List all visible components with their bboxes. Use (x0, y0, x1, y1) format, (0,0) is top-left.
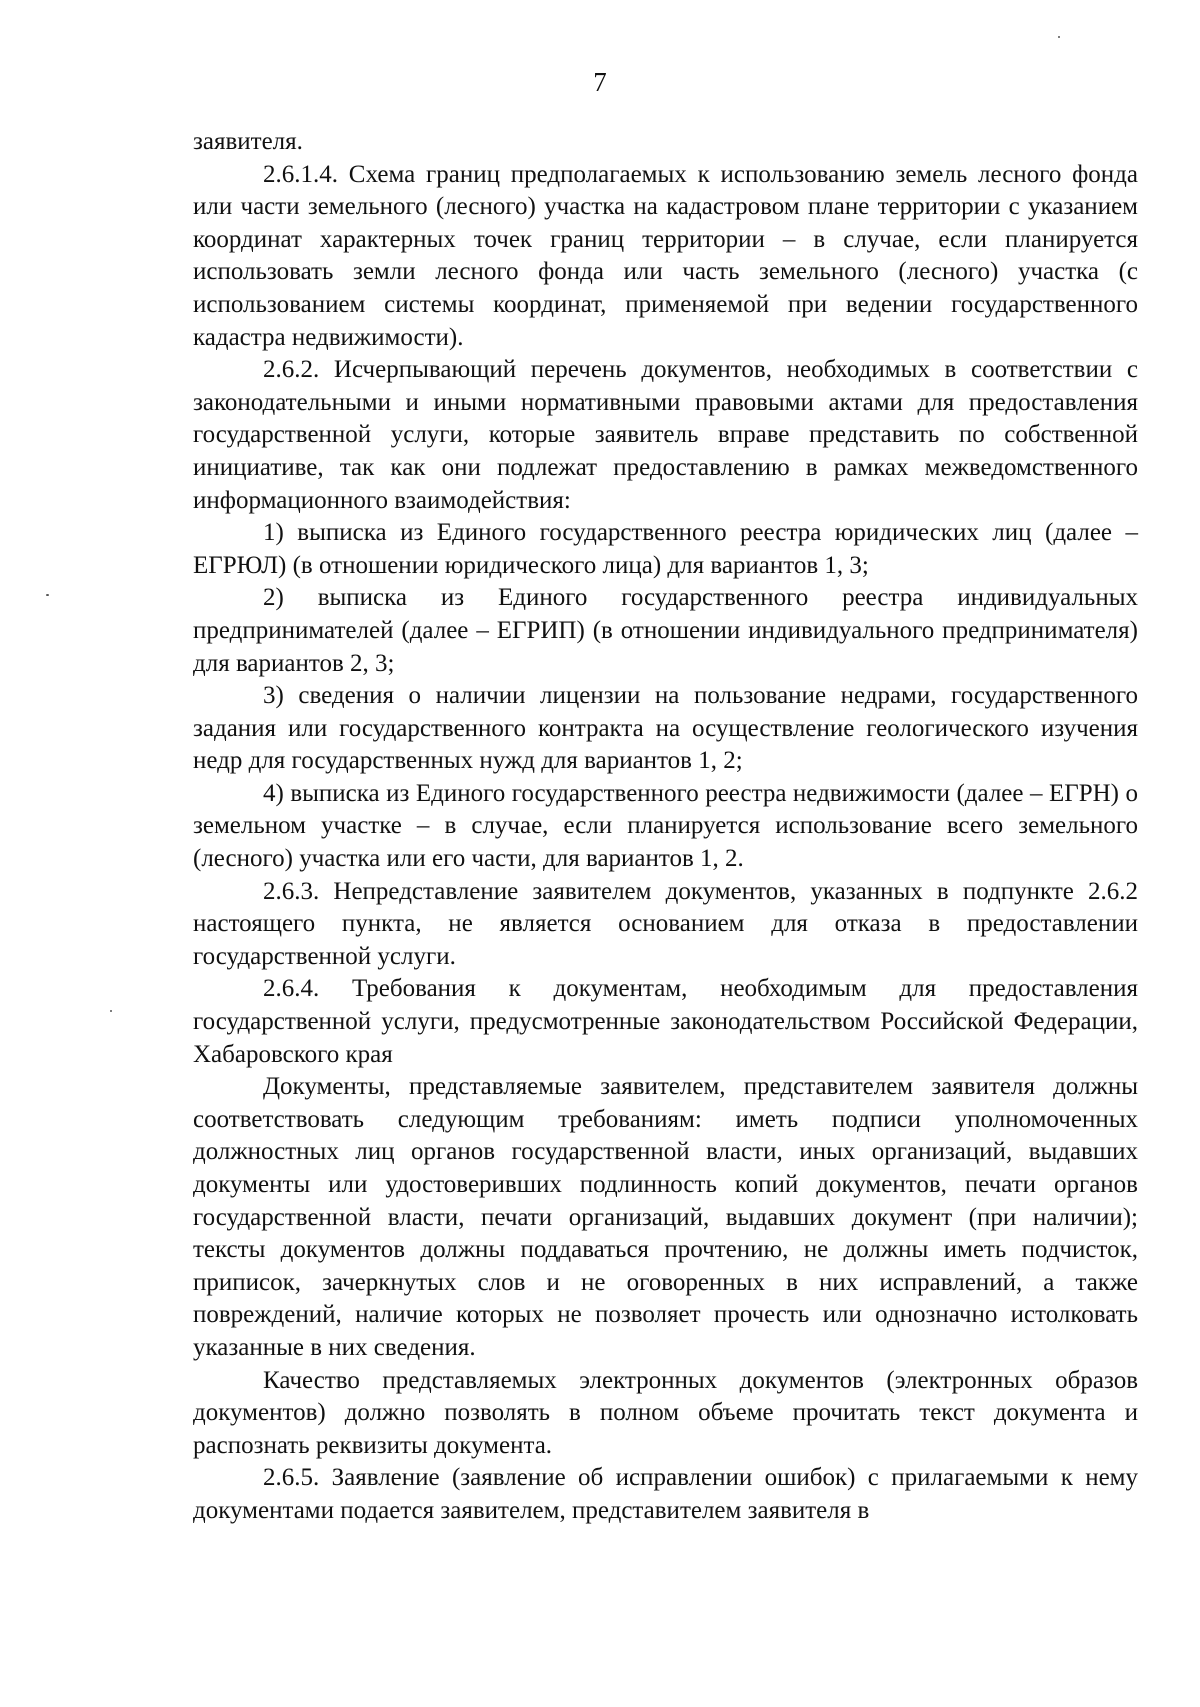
document-body (193, 126, 1138, 1528)
paragraph-continuation: заявителя. (193, 128, 303, 155)
paragraph-2-6-3: 2.6.3. Непредставление заявителем документов, указанных в подпункте 2.6.2 настоящего пункта, не является основанием для отказа в предоставлении государственной услуги. (193, 877, 1138, 970)
list-item-3: 3) сведения о наличии лицензии на пользование недрами, государственного задания или государственного контракта на осуществление геологического изучения недр для государственных нужд для вариантов 1, 2; (193, 682, 1138, 775)
paragraph-2-6-4: 2.6.4. Требования к документам, необходимым для предоставления государственной услуги, предусмотренные законодательством Российской Федерации, Хабаровского края (193, 975, 1138, 1068)
list-item-2: 2) выписка из Единого государственного реестра индивидуальных предпринимателей (далее – ЕГРИП) (в отношении индивидуального предпринимателя) для вариантов 2, 3; (193, 584, 1138, 677)
scan-speck (110, 1010, 112, 1012)
paragraph-2-6-5: 2.6.5. Заявление (заявление об исправлении ошибок) с прилагаемыми к нему документами подается заявителем, представителем заявителя в (193, 1464, 1138, 1524)
paragraph-electronic-quality: Качество представляемых электронных документов (электронных образов документов) должно позволять в полном объеме прочитать текст документа и распознать реквизиты документа. (193, 1366, 1138, 1459)
list-item-4: 4) выписка из Единого государственного реестра недвижимости (далее – ЕГРН) о земельном участке – в случае, если планируется использование всего земельного (лесного) участка или его части, для вариантов 1, 2. (193, 779, 1138, 873)
paragraph-2-6-1-4: 2.6.1.4. Схема границ предполагаемых к использованию земель лесного фонда или части земельного (лесного) участка на кадастровом плане территории с указанием координат характерных точек границ территории – в случае, если планируется использовать земли лесного фонда или часть земельного (лесного) участка (с использованием системы координат, применяемой при ведении государственного кадастра недвижимости). (193, 160, 1138, 351)
list-item-1: 1) выписка из Единого государственного реестра юридических лиц (далее – ЕГРЮЛ) (в отношении юридического лица) для вариантов 1, 3; (193, 519, 1138, 579)
scan-speck (46, 594, 49, 596)
page-number: 7 (593, 67, 607, 97)
paragraph-2-6-2: 2.6.2. Исчерпывающий перечень документов, необходимых в соответствии с законодательными и иными нормативными правовыми актами для предоставления государственной услуги, которые заявитель вправе представить по собственной инициативе, так как они подлежат предоставлению в рамках межведомственного информационного взаимодействия: (193, 356, 1138, 514)
scan-speck (1058, 36, 1060, 38)
paragraph-requirements: Документы, представляемые заявителем, представителем заявителя должны соответствовать следующим требованиям: иметь подписи уполномоченных должностных лиц органов государственной власти, иных организаций, выдавших документы или удостоверивших подлинность копий документов, печати органов государственной власти, печати организаций, выдавших документ (при наличии); тексты документов должны поддаваться прочтению, не должны иметь подчисток, приписок, зачеркнутых слов и не оговоренных в них исправлений, а также повреждений, наличие которых не позволяет прочесть или однозначно истолковать указанные в них сведения. (193, 1073, 1138, 1361)
